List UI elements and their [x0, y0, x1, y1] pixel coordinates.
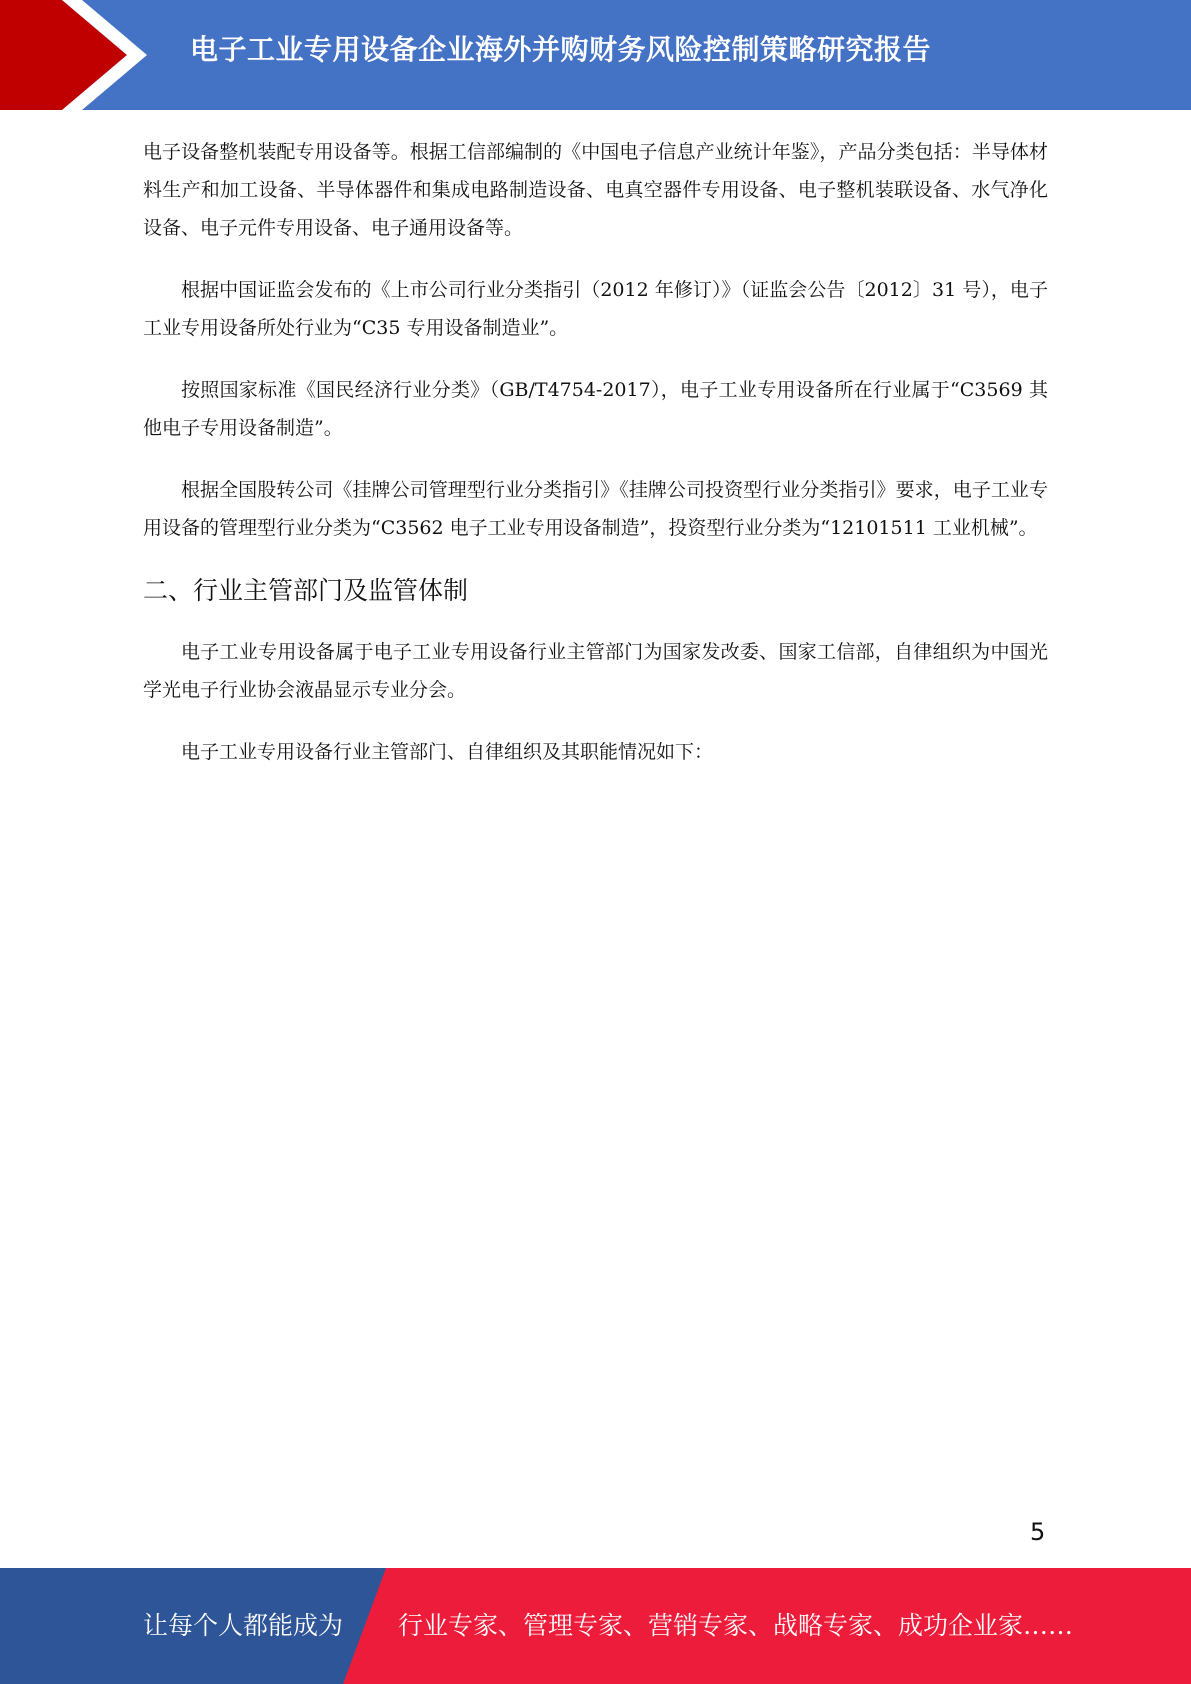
footer-slogan-right: 行业专家、管理专家、营销专家、战略专家、成功企业家……	[398, 1611, 1074, 1640]
report-title: 电子工业专用设备企业海外并购财务风险控制策略研究报告	[190, 33, 932, 66]
page-number: 5	[1030, 1518, 1046, 1546]
footer-slogan-left: 让每个人都能成为	[143, 1611, 344, 1640]
body-paragraph: 根据中国证监会发布的《上市公司行业分类指引（2012 年修订）》（证监会公告〔2012〕31 号），电子工业专用设备所处行业为“C35 专用设备制造业”。	[143, 279, 1048, 339]
body-paragraph: 电子工业专用设备属于电子工业专用设备行业主管部门为国家发改委、国家工信部，自律组织为中国光学光电子行业协会液晶显示专业分会。	[143, 641, 1048, 701]
body-paragraph: 根据全国股转公司《挂牌公司管理型行业分类指引》《挂牌公司投资型行业分类指引》要求，电子工业专用设备的管理型行业分类为“C3562 电子工业专用设备制造”，投资型行业分类为“12101511 工业机械”。	[143, 479, 1048, 539]
header-chevron-graphic	[0, 0, 160, 110]
header-band	[0, 0, 1191, 110]
body-paragraph: 电子设备整机装配专用设备等。根据工信部编制的《中国电子信息产业统计年鉴》，产品分类包括：半导体材料生产和加工设备、半导体器件和集成电路制造设备、电真空器件专用设备、电子整机装联设备、水气净化设备、电子元件专用设备、电子通用设备等。	[143, 141, 1048, 239]
footer-band	[0, 1568, 1191, 1684]
body-paragraph: 按照国家标准《国民经济行业分类》（GB/T4754-2017），电子工业专用设备所在行业属于“C3569 其他电子专用设备制造”。	[143, 379, 1048, 439]
document-body	[143, 133, 1048, 795]
section-heading: 二、行业主管部门及监管体制	[143, 576, 469, 605]
body-paragraph: 电子工业专用设备行业主管部门、自律组织及其职能情况如下：	[181, 741, 714, 763]
